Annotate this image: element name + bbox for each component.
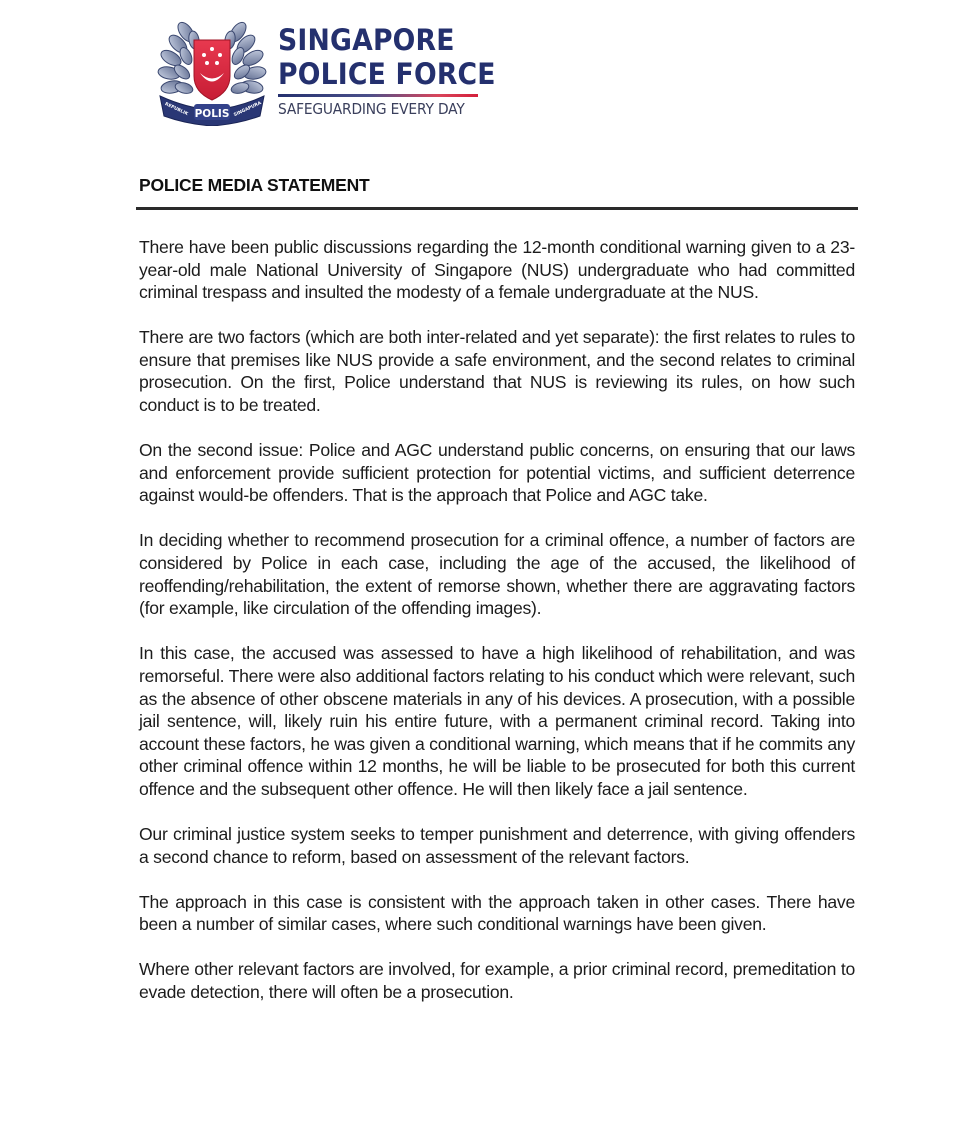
document-heading: POLICE MEDIA STATEMENT — [139, 175, 370, 195]
logo-title-line2: POLICE FORCE — [278, 56, 496, 91]
crest-banner-left: REPUBLIK — [163, 102, 189, 118]
paragraph: Our criminal justice system seeks to temper punishment and deterrence, with giving offenders a second chance to reform, based on assessment of the relevant factors. — [139, 823, 855, 867]
logo-tagline: SAFEGUARDING EVERY DAY — [278, 99, 465, 118]
paragraph: There are two factors (which are both inter-related and yet separate): the first relates to rules to ensure that premises like NUS provide a safe environment, and the second relates to criminal prosecution. On the first, Police understand that NUS is reviewing its rules, on how such conduct is to be treated. — [139, 327, 855, 416]
paragraph: There have been public discussions regarding the 12-month conditional warning given to a 23-year-old male National University of Singapore (NUS) undergraduate who had committed criminal trespass and insulted the modesty of a female undergraduate at the NUS. — [139, 237, 855, 303]
logo-title-line1: SINGAPORE — [278, 22, 455, 57]
police-crest-icon — [156, 18, 268, 126]
statement-body — [139, 236, 855, 1026]
spf-logo — [156, 18, 515, 126]
heading-divider — [136, 207, 858, 210]
paragraph: In deciding whether to recommend prosecution for a criminal offence, a number of factors are considered by Police in each case, including the age of the accused, the likelihood of reoffending/rehabilitation, the extent of remorse shown, whether there are aggravating factors (for example, like circulation of the offending images). — [139, 530, 855, 619]
crest-banner-right: SINGAPURA — [233, 100, 263, 119]
paragraph: Where other relevant factors are involved, for example, a prior criminal record, premeditation to evade detection, there will often be a prosecution. — [139, 959, 855, 1002]
paragraph: In this case, the accused was assessed to have a high likelihood of rehabilitation, and was remorseful. There were also additional factors relating to his conduct which were relevant, such as the absence of other obscene materials in any of his devices. A prosecution, with a possible jail sentence, will, likely ruin his entire future, with a permanent criminal record. Taking into account these factors, he was given a conditional warning, which means that if he commits any other criminal offence within 12 months, he will be liable to be prosecuted for both this current offence and the subsequent other offence. He will then likely face a jail sentence. — [139, 643, 855, 799]
paragraph: The approach in this case is consistent with the approach taken in other cases. There have been a number of similar cases, where such conditional warnings have been given. — [139, 891, 855, 935]
crest-banner-center: POLIS — [194, 108, 230, 120]
paragraph: On the second issue: Police and AGC understand public concerns, on ensuring that our laws and enforcement provide sufficient protection for potential victims, and sufficient deterrence against would-be offenders. That is the approach that Police and AGC take. — [139, 440, 855, 506]
logo-divider — [278, 94, 478, 97]
spf-wordmark — [278, 23, 515, 118]
